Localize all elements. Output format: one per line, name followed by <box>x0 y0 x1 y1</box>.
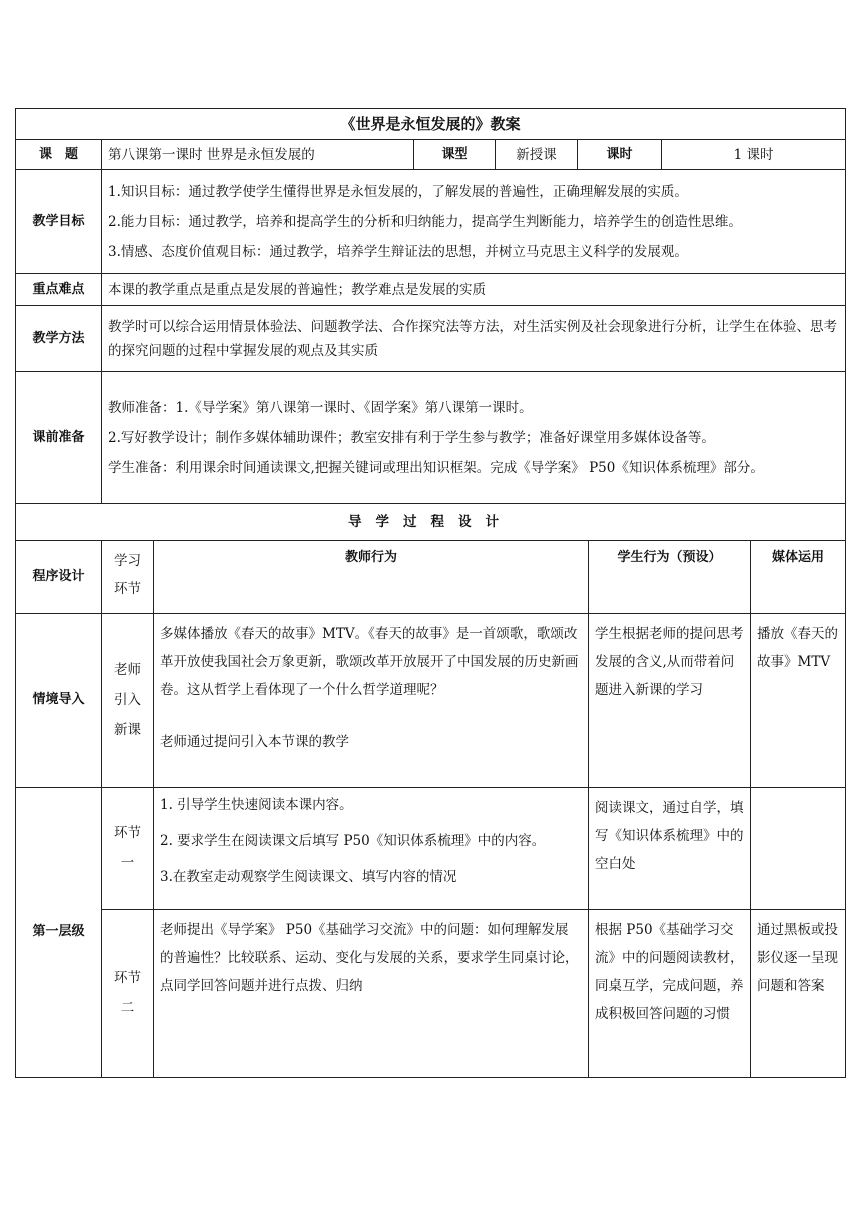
step2-teacher-text: 老师提出《导学案》 P50《基础学习交流》中的问题：如何理解发展的普遍性？比较联系、运动、变化与发展的关系，要求学生同桌讨论，点同学回答问题并进行点拨、归纳 <box>160 921 579 994</box>
intro-step: 老师引入新课 <box>102 613 154 787</box>
step1-teacher-item: 1. 引导学生快速阅读本课内容。 <box>160 796 353 813</box>
col-media: 媒体运用 <box>751 541 846 613</box>
step1-student-text: 阅读课文，通过自学，填写《知识体系梳理》中的空白处 <box>595 799 744 872</box>
level1-step2-teacher <box>154 909 589 1077</box>
level1-program: 第一层级 <box>16 787 102 1077</box>
teacher-prep-2: 2.写好教学设计；制作多媒体辅助课件；教室安排有利于学生参与教学；准备好课堂用多媒体设备等。 <box>108 429 715 446</box>
goals-content <box>102 170 846 274</box>
class-type-value: 新授课 <box>496 140 578 170</box>
col-step <box>102 541 154 613</box>
key-points-value: 本课的教学重点是重点是发展的普遍性；教学难点是发展的实质 <box>102 274 846 306</box>
class-type-label: 课型 <box>414 140 496 170</box>
lesson-info-table <box>15 108 846 541</box>
subject-value: 第八课第一课时 世界是永恒发展的 <box>102 140 414 170</box>
level1-step1-media <box>751 787 846 909</box>
intro-teacher-note: 老师通过提问引入本节课的教学 <box>160 733 349 750</box>
level1-step2: 环节二 <box>102 909 154 1077</box>
col-teacher: 教师行为 <box>154 541 589 613</box>
subject-label: 课 题 <box>16 140 102 170</box>
teacher-prep-1: 教师准备：1.《导学案》第八课第一课时、《固学案》第八课第一课时。 <box>108 399 533 416</box>
col-student: 学生行为（预设） <box>589 541 751 613</box>
level1-step2-student <box>589 909 751 1077</box>
student-prep: 学生准备：利用课余时间通读课文,把握关键词或理出知识框架。完成《导学案》 P50《知识体系梳理》部分。 <box>108 459 764 476</box>
class-hours-value: 1 课时 <box>662 140 846 170</box>
key-points-label: 重点难点 <box>16 274 102 306</box>
prep-label: 课前准备 <box>16 372 102 504</box>
method-label: 教学方法 <box>16 306 102 372</box>
col-program: 程序设计 <box>16 541 102 613</box>
prep-content <box>102 372 846 504</box>
intro-student <box>589 613 751 787</box>
intro-media <box>751 613 846 787</box>
col-step-label: 学习环节 <box>114 553 141 597</box>
intro-teacher-text: 多媒体播放《春天的故事》MTV。《春天的故事》是一首颂歌，歌颂改革开放使我国社会万象更新，歌颂改革开放展开了中国发展的历史新画卷。这从哲学上看体现了一个什么哲学道理呢？ <box>160 625 579 698</box>
process-table <box>15 541 846 1078</box>
level1-step1-student <box>589 787 751 909</box>
document-title: 《世界是永恒发展的》教案 <box>16 109 846 140</box>
step2-student-text: 根据 P50《基础学习交流》中的问题阅读教材，同桌互学，完成问题，养成积极回答问题的习惯 <box>595 921 744 1022</box>
level1-step1-teacher <box>154 787 589 909</box>
intro-student-text: 学生根据老师的提问思考发展的含义,从而带着问题进入新课的学习 <box>595 625 744 698</box>
method-text: 教学时可以综合运用情景体验法、问题教学法、合作探究法等方法，对生活实例及社会现象进行分析，让学生在体验、思考的探究问题的过程中掌握发展的观点及其实质 <box>108 318 837 359</box>
class-hours-label: 课时 <box>578 140 662 170</box>
intro-teacher <box>154 613 589 787</box>
goal-item: 1.知识目标：通过教学使学生懂得世界是永恒发展的，了解发展的普遍性，正确理解发展的实质。 <box>108 183 688 200</box>
goal-item: 3.情感、态度价值观目标：通过教学，培养学生辩证法的思想，并树立马克思主义科学的发展观。 <box>108 243 688 260</box>
step1-teacher-item: 2. 要求学生在阅读课文后填写 P50《知识体系梳理》中的内容。 <box>160 832 546 849</box>
level1-step2-media <box>751 909 846 1077</box>
step2-media-text: 通过黑板或投影仪逐一呈现问题和答案 <box>757 921 838 994</box>
step1-teacher-item: 3.在教室走动观察学生阅读课文、填写内容的情况 <box>160 868 457 885</box>
level1-step1: 环节一 <box>102 787 154 909</box>
intro-program: 情境导入 <box>16 613 102 787</box>
goal-item: 2.能力目标：通过教学，培养和提高学生的分析和归纳能力，提高学生判断能力，培养学生的创造性思维。 <box>108 213 742 230</box>
goals-label: 教学目标 <box>16 170 102 274</box>
method-value <box>102 306 846 372</box>
lesson-plan-document <box>15 108 845 1078</box>
intro-media-text: 播放《春天的故事》MTV <box>757 625 838 670</box>
process-header: 导学过程设计 <box>16 504 846 541</box>
